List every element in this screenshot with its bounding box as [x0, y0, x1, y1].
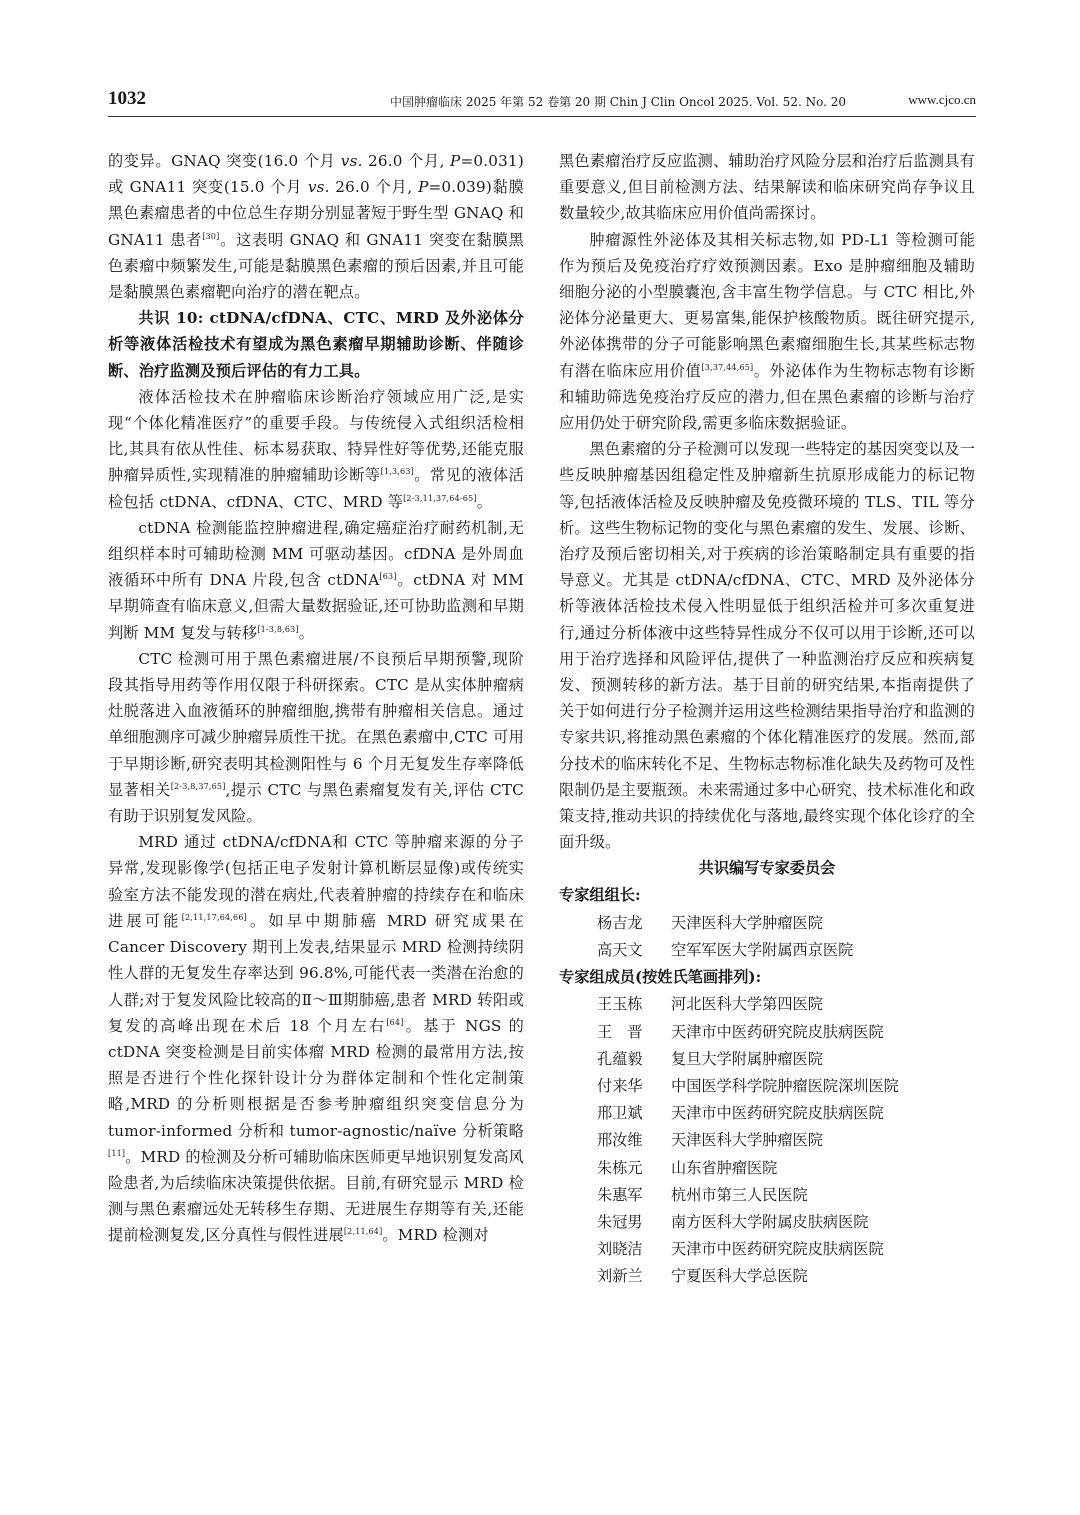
running-header [108, 88, 976, 114]
committee-member: 付来华 中国医学科学院肿瘤医院深圳医院 [597, 1076, 899, 1095]
citation: [2-3,8,37,65] [170, 781, 226, 791]
consensus-10-heading: 共识 10: ctDNA/cfDNA、CTC、MRD 及外泌体分析等液体活检技术有望成为黑色素瘤早期辅助诊断、伴随诊断、治疗监测及预后评估的有力工具。 [108, 309, 524, 380]
citation: [1-3,8,63] [257, 624, 299, 634]
committee-member: 邢卫斌 天津市中医药研究院皮肤病医院 [597, 1104, 884, 1123]
committee-member: 朱冠男 南方医科大学附属皮肤病医院 [597, 1212, 869, 1231]
committee-title: 共识编写专家委员会 [698, 859, 836, 878]
paragraph-summary: 黑色素瘤的分子检测可以发现一些特定的基因突变以及一些反映肿瘤基因组稳定性及肿瘤新生抗原形成能力的标记物等,包括液体活检及反映肿瘤及免疫微环境的 TLS、TIL 等分析。这些生物标记物的变化与黑色素瘤的发生、发展、诊断、治疗及预后密切相关,对于疾病的诊治策略制定具有重要的指导意义。尤其是 ctDNA/cfDNA、CTC、MRD 及外泌体分析等液体活检技术侵入性明显低于组织活检并可多次重复进行,通过分析体液中这些特异性成分不仅可以用于诊断,还可以用于治疗选择和风险评估,提供了一种监测治疗反应和疾病复发、预测转移的新方法。基于目前的研究结果,本指南提供了关于如何进行分子检测并运用这些检测结果指导治疗和监测的专家共识,将推动黑色素瘤的个体化精准医疗的发展。然而,部分技术的临床转化不足、生物标志物标准化缺失及药物可及性限制仍是主要瓶颈。未来需通过多中心研究、技术标准化和政策支持,推动共识的持续优化与落地,最终实现个体化诊疗的全面升级。 [559, 440, 975, 852]
paragraph-ctc: CTC 检测可用于黑色素瘤进展/不良预后早期预警,现阶段其指导用药等作用仅限于科研探索。CTC 是从实体肿瘤病灶脱落进入血液循环的肿瘤细胞,携带有肿瘤相关信息。通过单细胞测序可减少肿瘤异质性干扰。在黑色素瘤中,CTC 可用于早期诊断,研究表明其检测阳性与 6 个月无复发生存率降低显著相关[2-3,8,37,65],提示 CTC 与黑色素瘤复发有关,评估 CTC 有助于识别复发风险。 [108, 649, 524, 826]
paragraph-mrd: MRD 通过 ctDNA/cfDNA和 CTC 等肿瘤来源的分子异常,发现影像学(包括正电子发射计算机断层显像)或传统实验室方法不能发现的潜在病灶,代表着肿瘤的持续存在和临床进展可能[2,11,17,64,66]。如早中期肺癌 MRD 研究成果在 Cancer Discovery 期刊上发表,结果显示 MRD 检测持续阴性人群的无复发生存率达到 96.8%,可能代表一类潜在治愈的人群;对于复发风险比较高的Ⅱ～Ⅲ期肺癌,患者 MRD 转阳或复发的高峰出现在术后 18 个月左右[64]。基于 NGS 的 ctDNA 突变检测是目前实体瘤 MRD 检测的最常用方法,按照是否进行个性化探针设计分为群体定制和个性化定制策略,MRD 的分析则根据是否参考肿瘤组织突变信息分为 tumor-informed 分析和 tumor-agnostic/naïve 分析策略[11]。MRD 的检测及分析可辅助临床医师更早地识别复发高风险患者,为后续临床决策提供依据。目前,有研究显示 MRD 检测与黑色素瘤远处无转移生存期、无进展生存期等有关,还能提前检测复发,区分真性与假性进展[2,11,64]。MRD 检测对 [108, 833, 524, 1245]
members-label: 专家组成员(按姓氏笔画排列): [559, 968, 762, 987]
committee-member: 刘晓洁 天津市中医药研究院皮肤病医院 [597, 1240, 884, 1259]
citation: [1,3,63] [380, 467, 414, 477]
paragraph-mrd-cont: 黑色素瘤治疗反应监测、辅助治疗风险分层和治疗后监测具有重要意义,但目前检测方法、结果解读和临床研究尚存争议且数量较少,故其临床应用价值尚需探讨。 [559, 152, 975, 223]
header-rule [108, 116, 976, 117]
committee-member: 王玉栋 河北医科大学第四医院 [597, 995, 823, 1014]
committee-leader: 高天文 空军军医大学附属西京医院 [597, 940, 854, 959]
leaders-label: 专家组组长: [559, 886, 641, 905]
committee-leader: 杨吉龙 天津医科大学肿瘤医院 [597, 913, 823, 932]
citation: [11] [108, 1148, 126, 1158]
committee-member: 王 晋 天津市中医药研究院皮肤病医院 [597, 1022, 884, 1041]
committee-member: 朱惠军 杭州市第三人民医院 [597, 1185, 808, 1204]
citation: [63] [379, 572, 397, 582]
citation: [30] [202, 231, 220, 241]
paragraph-gnaq: 的变异。GNAQ 突变(16.0 个月 vs. 26.0 个月, P=0.031)或 GNA11 突变(15.0 个月 vs. 26.0 个月, P=0.039)黏膜黑色素瘤患者的中位总生存期分别显著短于野生型 GNAQ 和 GNA11 患者[30]。这表明 GNAQ 和 GNA11 突变在黏膜黑色素瘤中频繁发生,可能是黏膜黑色素瘤的预后因素,并且可能是黏膜黑色素瘤靶向治疗的潜在靶点。 [108, 152, 524, 302]
citation: [2,11,64] [343, 1227, 383, 1237]
committee-member: 朱栋元 山东省肿瘤医院 [597, 1158, 778, 1177]
committee-member: 邢汝维 天津医科大学肿瘤医院 [597, 1131, 823, 1150]
committee-member: 孔蕴毅 复旦大学附属肿瘤医院 [597, 1049, 823, 1068]
left-column [108, 148, 524, 1249]
citation: [64] [386, 1017, 404, 1027]
journal-citation: 中国肿瘤临床 2025 年第 52 卷第 20 期 Chin J Clin Oncol 2025. Vol. 52. No. 20 [390, 95, 846, 109]
committee-member: 刘新兰 宁夏医科大学总医院 [597, 1267, 808, 1286]
citation: [2-3,11,37,64-65] [403, 493, 477, 503]
journal-url: www.cjco.cn [908, 92, 976, 107]
page-number: 1032 [108, 88, 146, 109]
paragraph-exosome: 肿瘤源性外泌体及其相关标志物,如 PD-L1 等检测可能作为预后及免疫治疗疗效预测因素。Exo 是肿瘤细胞及辅助细胞分泌的小型膜囊泡,含丰富生物学信息。与 CTC 相比,外泌体分泌量更大、更易富集,能保护核酸物质。既往研究提示,外泌体携带的分子可能影响黑色素瘤细胞生长,其某些标志物有潜在临床应用价值[3,37,44,65]。外泌体作为生物标志物有诊断和辅助筛选免疫治疗反应的潜力,但在黑色素瘤的诊断与治疗应用仍处于研究阶段,需更多临床数据验证。 [559, 230, 975, 433]
right-column [559, 148, 975, 1291]
citation: [2,11,17,64,66] [181, 912, 247, 922]
paragraph-ctdna: ctDNA 检测能监控肿瘤进程,确定癌症治疗耐药机制,无组织样本时可辅助检测 MM 可驱动基因。cfDNA 是外周血液循环中所有 DNA 片段,包含 ctDNA[63]。ctDNA 对 MM 早期筛查有临床意义,但需大量数据验证,还可协助监测和早期判断 MM 复发与转移[1-3,8,63]。 [108, 518, 525, 642]
paragraph-liquid-biopsy: 液体活检技术在肿瘤临床诊断治疗领域应用广泛,是实现“个体化精准医疗”的重要手段。与传统侵入式组织活检相比,其具有依从性佳、标本易获取、特异性好等优势,还能克服肿瘤异质性,实现精准的肿瘤辅助诊断等[1,3,63]。常见的液体活检包括 ctDNA、cfDNA、CTC、MRD 等[2-3,11,37,64-65]。 [108, 387, 524, 511]
citation: [3,37,44,65] [701, 362, 754, 372]
